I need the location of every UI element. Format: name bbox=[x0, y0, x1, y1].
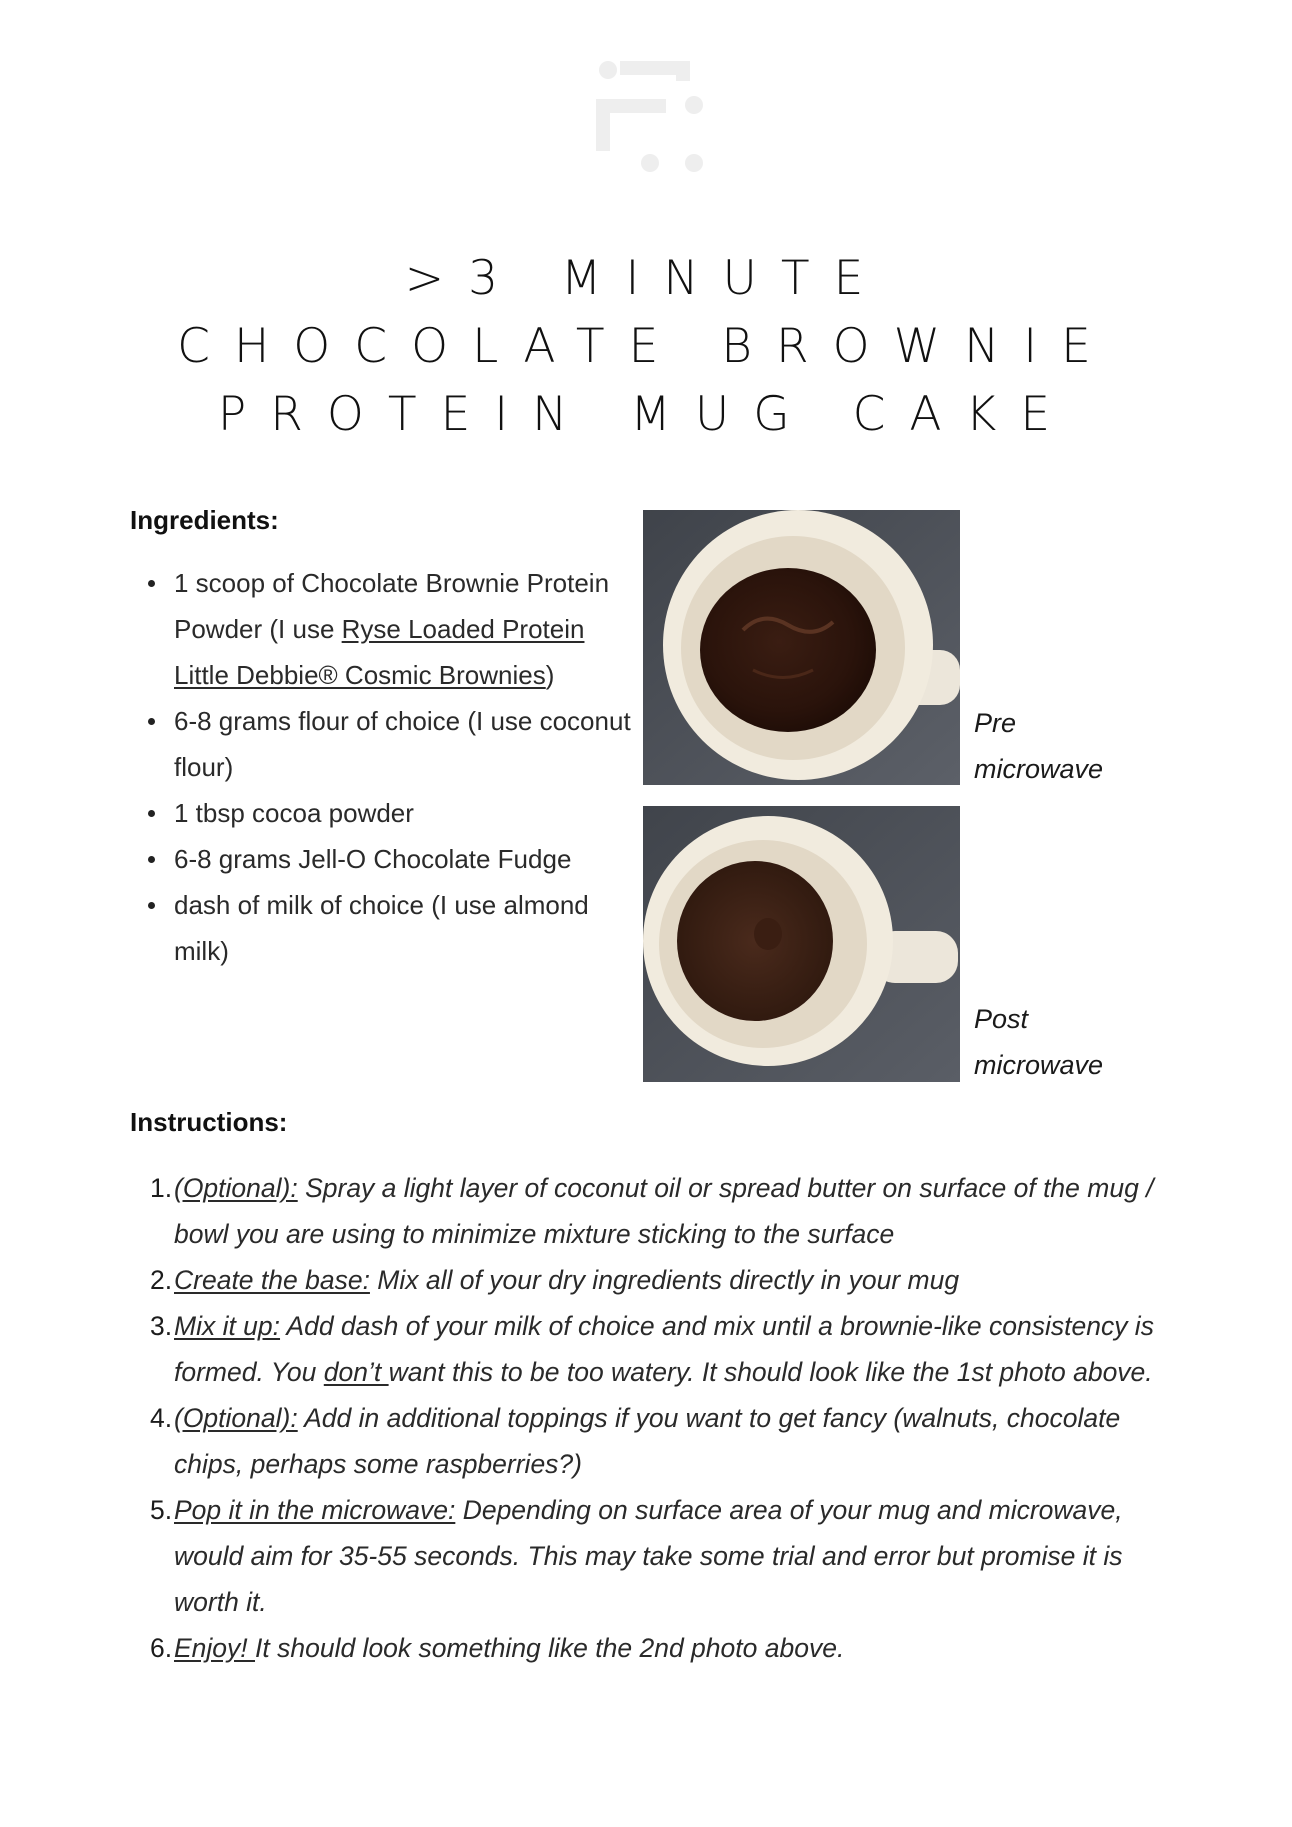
ingredients-list bbox=[130, 560, 640, 974]
ryse-product-link[interactable]: Ryse Loaded Protein Little Debbie® Cosmic Brownies bbox=[174, 614, 585, 690]
list-item: 2. Create the base: Mix all of your dry ingredients directly in your mug bbox=[150, 1265, 960, 1295]
post-microwave-photo bbox=[643, 806, 960, 1082]
instructions-heading: Instructions: bbox=[130, 1107, 288, 1137]
list-item: 4. (Optional): Add in additional toppings if you want to get fancy (walnuts, chocolate chips, perhaps some raspberries?) bbox=[150, 1403, 1121, 1479]
list-item: dash of milk of choice (I use almond milk) bbox=[130, 882, 640, 974]
title-line-2: CHOCOLATE BROWNIE bbox=[177, 319, 1115, 374]
ingredients-heading: Ingredients: bbox=[130, 505, 279, 535]
brand-logo bbox=[590, 55, 710, 175]
list-item: 6-8 grams flour of choice (I use coconut flour) bbox=[130, 698, 640, 790]
recipe-title bbox=[0, 245, 1292, 449]
title-line-1: >3 MINUTE bbox=[404, 251, 888, 306]
list-item: 6-8 grams Jell-O Chocolate Fudge bbox=[130, 836, 640, 882]
list-item: 5. Pop it in the microwave: Depending on surface area of your mug and microwave, would aim for 35-55 seconds. This may take some trial and error but promise it is worth it. bbox=[150, 1495, 1123, 1617]
list-item: 1 tbsp cocoa powder bbox=[130, 790, 640, 836]
list-item: 6. Enjoy! It should look something like the 2nd photo above. bbox=[150, 1633, 845, 1663]
list-item: 1. (Optional): Spray a light layer of coconut oil or spread butter on surface of the mug / bowl you are using to minimize mixture sticking to the surface bbox=[150, 1173, 1154, 1249]
instructions-list bbox=[130, 1165, 1190, 1671]
pre-microwave-photo bbox=[643, 510, 960, 785]
title-line-3: PROTEIN MUG CAKE bbox=[217, 387, 1075, 442]
list-item: 1 scoop of Chocolate Brownie Protein Powder (I use Ryse Loaded Protein Little Debbie® Cosmic Brownies) bbox=[130, 560, 640, 698]
list-item: 3. Mix it up: Add dash of your milk of choice and mix until a brownie-like consistency is formed. You don’t want this to be too watery. It should look like the 1st photo above. bbox=[150, 1311, 1154, 1387]
pre-microwave-caption: Pre microwave bbox=[974, 708, 1104, 784]
post-microwave-caption: Post microwave bbox=[974, 1004, 1104, 1080]
